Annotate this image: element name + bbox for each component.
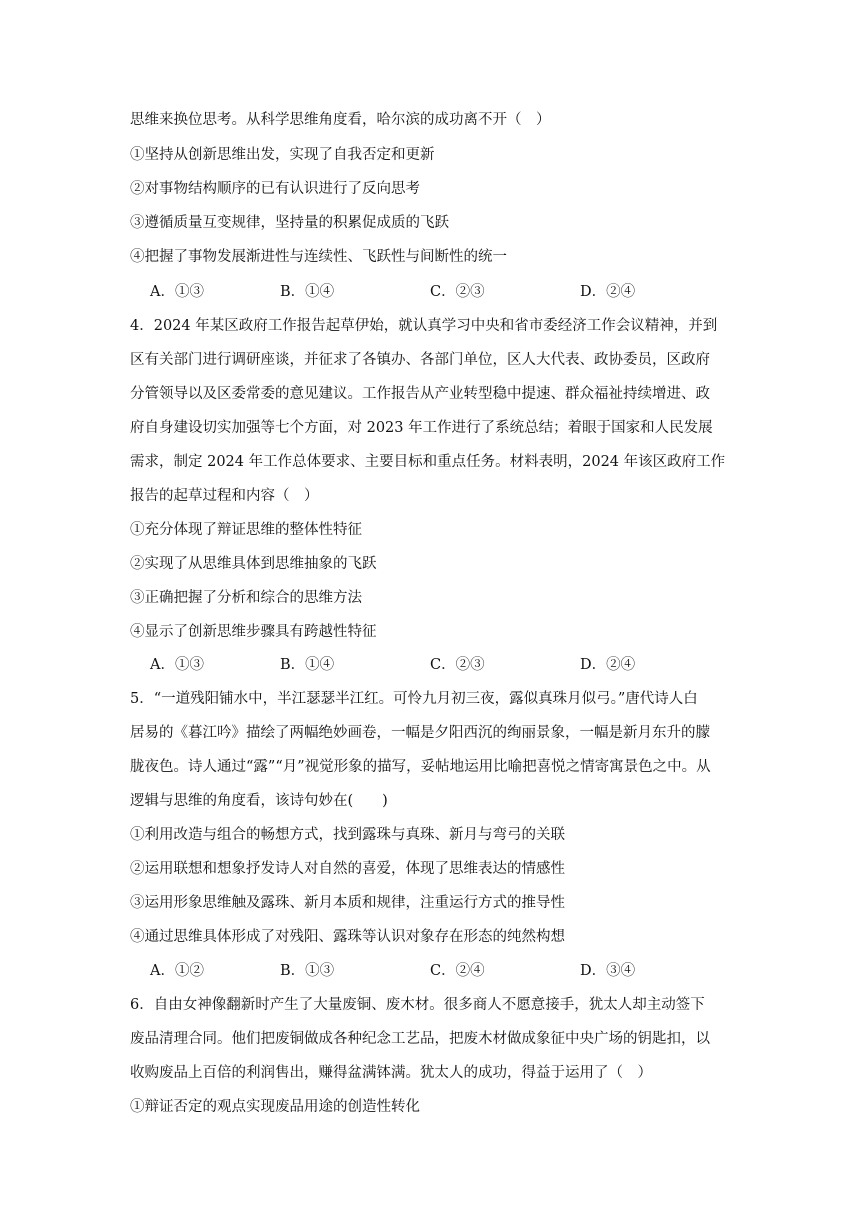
- q4-stem-line-4: 府自身建设切实加强等七个方面，对 2023 年工作进行了系统总结；着眼于国家和人民发展: [130, 420, 713, 436]
- q3-stem-tail: 思维来换位思考。从科学思维角度看，哈尔滨的成功离不开（ ）: [130, 112, 551, 128]
- q3-statement-4: ④把握了事物发展渐进性与连续性、飞跃性与间断性的统一: [130, 249, 507, 265]
- q5-option-b[interactable]: B．①③: [280, 963, 335, 979]
- q3-option-b[interactable]: B．①④: [280, 284, 335, 300]
- q5-statement-3: ③运用形象思维触及露珠、新月本质和规律，注重运行方式的推导性: [130, 895, 565, 911]
- q4-stem-line-2: 区有关部门进行调研座谈，并征求了各镇办、各部门单位，区人大代表、政协委员，区政府: [130, 352, 710, 368]
- q4-statement-3: ③正确把握了分析和综合的思维方法: [130, 590, 362, 606]
- q3-option-a[interactable]: A．①③: [150, 284, 204, 300]
- q5-stem-line-3: 胧夜色。诗人通过“露”“月”视觉形象的描写，妥帖地运用比喻把喜悦之情寄寓景色之中。从: [130, 759, 711, 775]
- q3-statement-1: ①坚持从创新思维出发，实现了自我否定和更新: [130, 147, 435, 163]
- q3-option-c[interactable]: C．②③: [430, 284, 485, 300]
- q4-option-d[interactable]: D．②④: [580, 657, 636, 673]
- q6-statement-1: ①辩证否定的观点实现废品用途的创造性转化: [130, 1099, 420, 1115]
- q4-statement-4: ④显示了创新思维步骤具有跨越性特征: [130, 624, 377, 640]
- q6-stem-line-1: 6．自由女神像翻新时产生了大量废铜、废木材。很多商人不愿意接手，犹太人却主动签下: [130, 997, 705, 1013]
- q4-statement-1: ①充分体现了辩证思维的整体性特征: [130, 522, 362, 538]
- q4-option-b[interactable]: B．①④: [280, 657, 335, 673]
- q3-statement-2: ②对事物结构顺序的已有认识进行了反向思考: [130, 181, 420, 197]
- q4-stem-line-6: 报告的起草过程和内容（ ）: [130, 488, 319, 504]
- q4-option-c[interactable]: C．②③: [430, 657, 485, 673]
- q5-statement-1: ①利用改造与组合的畅想方式，找到露珠与真珠、新月与弯弓的关联: [130, 827, 565, 843]
- q4-stem-line-1: 4．2024 年某区政府工作报告起草伊始，就认真学习中央和省市委经济工作会议精神，并到: [130, 318, 718, 334]
- q3-statement-3: ③遵循质量互变规律，坚持量的积累促成质的飞跃: [130, 215, 449, 231]
- q6-stem-line-3: 收购废品上百倍的利润售出，赚得盆满钵满。犹太人的成功，得益于运用了（ ）: [130, 1065, 652, 1081]
- q5-stem-line-1: 5．“一道残阳铺水中，半江瑟瑟半江红。可怜九月初三夜，露似真珠月似弓。”唐代诗人白: [130, 691, 698, 707]
- q6-stem-line-2: 废品清理合同。他们把废铜做成各种纪念工艺品，把废木材做成象征中央广场的钥匙扣，以: [130, 1031, 710, 1047]
- q5-option-c[interactable]: C．②④: [430, 963, 485, 979]
- q4-stem-line-5: 需求，制定 2024 年工作总体要求、主要目标和重点任务。材料表明，2024 年该区政府工作: [130, 454, 726, 470]
- q5-stem-line-4: 逻辑与思维的角度看，该诗句妙在( ): [130, 793, 388, 809]
- q5-option-a[interactable]: A．①②: [150, 963, 204, 979]
- q3-option-d[interactable]: D．②④: [580, 284, 636, 300]
- q5-statement-4: ④通过思维具体形成了对残阳、露珠等认识对象存在形态的纯然构想: [130, 929, 565, 945]
- q5-statement-2: ②运用联想和想象抒发诗人对自然的喜爱，体现了思维表达的情感性: [130, 861, 565, 877]
- q4-statement-2: ②实现了从思维具体到思维抽象的飞跃: [130, 556, 377, 572]
- q4-option-a[interactable]: A．①③: [150, 657, 204, 673]
- q5-stem-line-2: 居易的《暮江吟》描绘了两幅绝妙画卷，一幅是夕阳西沉的绚丽景象，一幅是新月东升的朦: [130, 725, 710, 741]
- q4-stem-line-3: 分管领导以及区委常委的意见建议。工作报告从产业转型稳中提速、群众福祉持续增进、政: [130, 386, 710, 402]
- q5-option-d[interactable]: D．③④: [580, 963, 636, 979]
